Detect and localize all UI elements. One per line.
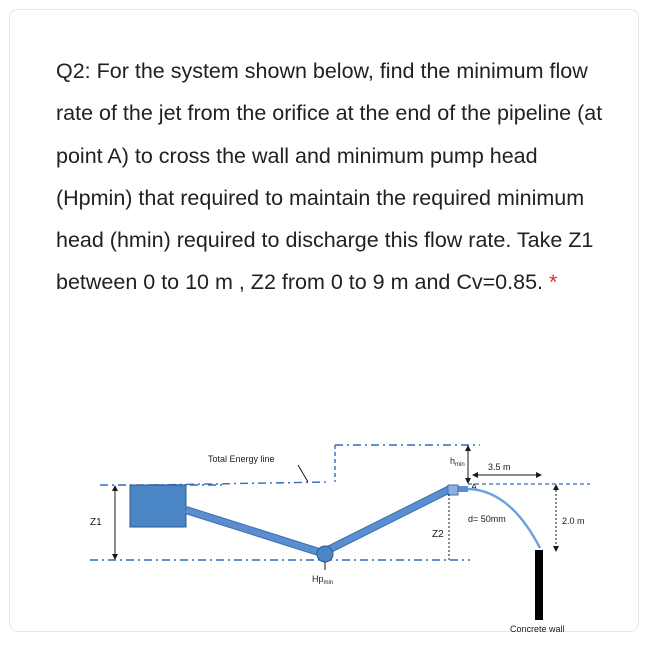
orifice-nozzle: [448, 485, 458, 495]
question-body: Q2: For the system shown below, find the minimum flow rate of the jet from the orifice at the end of the pipeline (at point A) to cross the wall and minimum pump head (Hpmin) that required to maintain the required minimum head (hmin) required to discharge this flow rate. Take Z1 between 0 to 10 m , Z2 from 0 to 9 m and Cv=0.85.: [56, 59, 603, 295]
point-a-label: A: [471, 482, 478, 492]
wall-height-arrow-down: [553, 546, 559, 552]
h-min-arrow-up: [465, 445, 471, 451]
diameter-label: d= 50mm: [468, 514, 506, 524]
concrete-wall: [535, 550, 543, 620]
question-text: [56, 50, 616, 304]
wall-height-label: 2.0 m: [562, 516, 585, 526]
reservoir-tank: [130, 485, 186, 527]
distance-arrow-left: [472, 472, 478, 478]
z2-label: Z2: [432, 529, 444, 540]
h-min-label: [450, 456, 465, 468]
pump: [317, 546, 333, 562]
hp-min-sub: min: [323, 580, 334, 586]
energy-line-label: Total Energy line: [208, 454, 275, 464]
h-min-main: h: [450, 456, 456, 466]
distance-label: 3.5 m: [488, 462, 511, 472]
z1-arrow-up: [112, 485, 118, 491]
energy-line-pointer: [298, 465, 308, 482]
system-diagram: [70, 410, 630, 645]
hp-min-label: [312, 574, 333, 586]
distance-arrow-right: [536, 472, 542, 478]
diagram-svg: [70, 410, 630, 645]
pipeline: [186, 489, 450, 553]
z1-label: Z1: [90, 517, 102, 528]
hp-min-main: Hp: [312, 574, 324, 584]
z1-arrow-down: [112, 554, 118, 560]
wall-label: Concrete wall: [510, 624, 565, 634]
wall-height-arrow-up: [553, 484, 559, 490]
required-marker: *: [549, 270, 558, 295]
h-min-sub: min: [455, 462, 465, 468]
question-card: [10, 10, 638, 634]
